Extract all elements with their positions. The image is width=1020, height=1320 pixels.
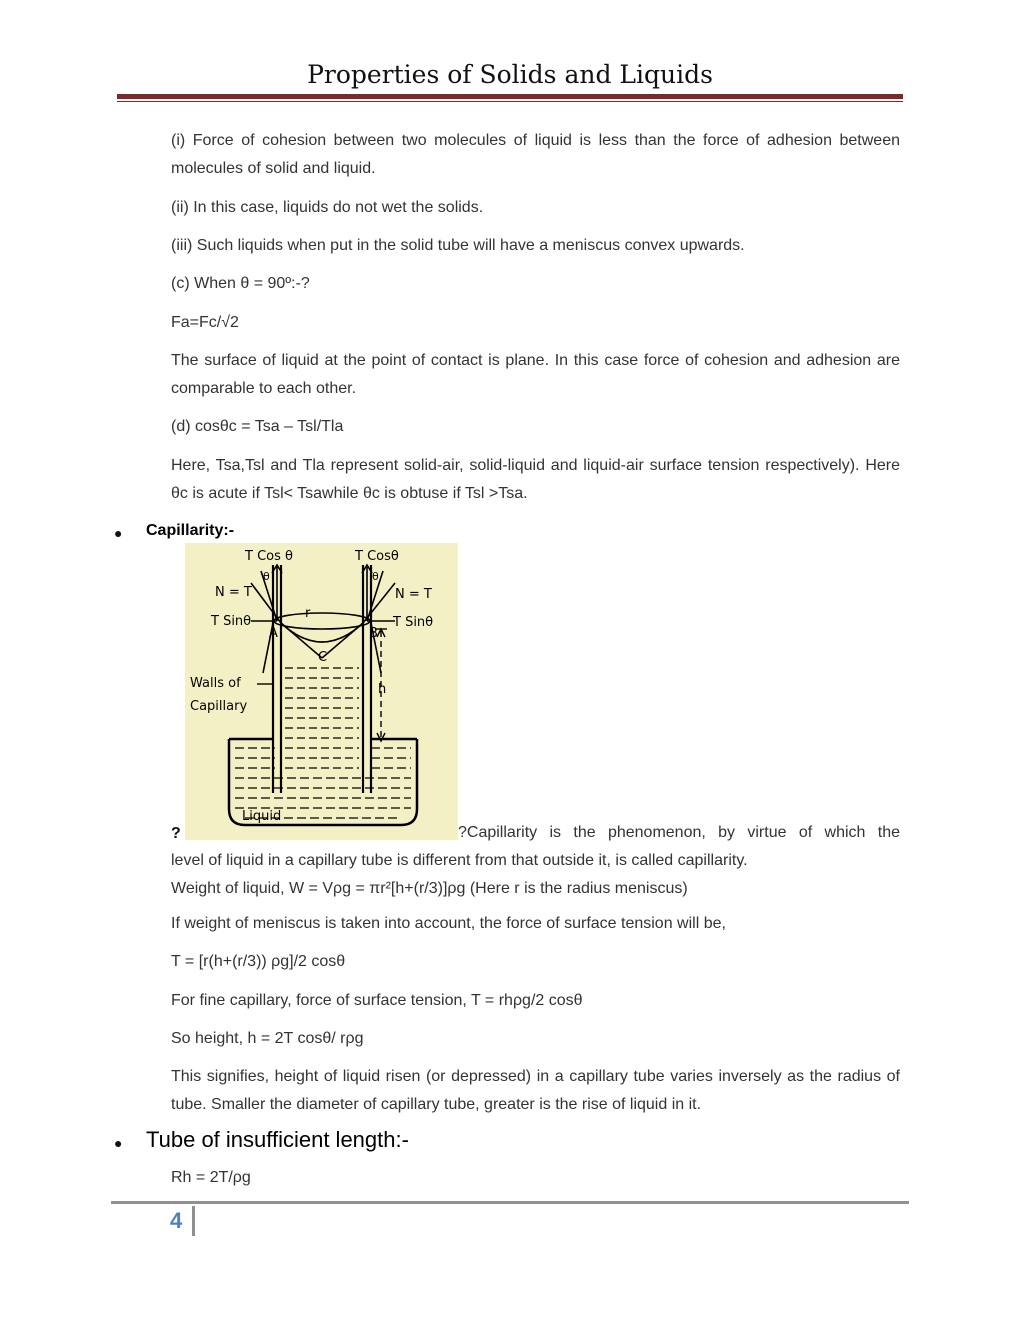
case-b-item-ii: (ii) In this case, liquids do not wet the solids.	[171, 199, 484, 216]
label-n-left: N = T	[215, 585, 252, 600]
capillary-diagram-svg	[185, 543, 458, 840]
meniscus-text: If weight of meniscus is taken into account, the force of surface tension will be,	[171, 915, 726, 932]
capillary-liquid	[285, 668, 359, 768]
fine-capillary: For fine capillary, force of surface tension, T = rhρg/2 cosθ	[171, 992, 583, 1009]
header-rule	[117, 94, 903, 99]
label-tsin-right: T Sinθ	[393, 615, 434, 630]
bullet-icon: ●	[114, 1135, 123, 1151]
case-c-heading: (c) When θ = 90º:-?	[171, 275, 310, 292]
page-number-divider	[192, 1206, 195, 1236]
label-r: r	[305, 606, 311, 621]
tube-formula: Rh = 2T/ρg	[171, 1169, 251, 1186]
case-c-text: The surface of liquid at the point of contact is plane. In this case force of cohesion and adhesion are comparable to each other.	[171, 352, 900, 397]
capillarity-conclusion: This signifies, height of liquid risen (or depressed) in a capillary tube varies inversely as the radius of tube. Smaller the diameter of capillary tube, greater is the rise of liquid in it.	[171, 1068, 900, 1113]
page-number: 4	[170, 1208, 183, 1233]
label-tcos-right: T Cosθ	[355, 549, 399, 564]
tension-formula: T = [r(h+(r/3)) ρg]/2 cosθ	[171, 953, 346, 970]
capillary-diagram	[185, 543, 458, 840]
footer-rule	[111, 1201, 909, 1204]
label-liquid: Liquid	[242, 809, 282, 824]
header-rule-thin	[117, 101, 903, 102]
case-d-formula: (d) cosθc = Tsa – Tsl/Tla	[171, 418, 344, 435]
tube-heading: Tube of insufficient length:-	[146, 1127, 409, 1152]
label-c: C	[318, 650, 328, 665]
capillarity-definition-start	[458, 819, 900, 847]
label-n-right: N = T	[395, 587, 432, 602]
label-walls-line1: Walls of	[190, 676, 241, 691]
label-tsin-left: T Sinθ	[211, 614, 252, 629]
page-header-title: Properties of Solids and Liquids	[307, 60, 713, 89]
capillarity-heading: Capillarity:-	[146, 522, 235, 539]
label-walls-line2: Capillary	[190, 699, 248, 714]
height-formula: So height, h = 2T cosθ/ rρg	[171, 1030, 364, 1047]
case-c-formula: Fa=Fc/√2	[171, 314, 239, 331]
weight-of-liquid: Weight of liquid, W = Vρg = πr²[h+(r/3)]ρg (Here r is the radius meniscus)	[171, 880, 688, 897]
case-d-here: Here, Tsa,Tsl and Tla represent solid-air, solid-liquid and liquid-air surface tension respectively). Here θc is acute if Tsl< Tsawhile θc is obtuse if Tsl >Tsa.	[171, 457, 900, 502]
label-tcos-left: T Cos θ	[245, 549, 293, 564]
capillarity-definition-line1: ?Capillarity is the phenomenon, by virtue of which the	[458, 824, 900, 841]
capillary-walls	[273, 565, 371, 793]
label-theta-left: θ	[263, 570, 270, 583]
label-b: B	[369, 626, 378, 641]
case-b-item-i: (i) Force of cohesion between two molecules of liquid is less than the force of adhesion between molecules of solid and liquid.	[171, 132, 900, 177]
case-b-item-iii: (iii) Such liquids when put in the solid tube will have a meniscus convex upwards.	[171, 237, 745, 254]
bullet-icon: ●	[114, 525, 123, 541]
label-theta-right: θ	[372, 570, 379, 583]
label-a: A	[269, 626, 278, 641]
missing-glyph-marker: ?	[171, 825, 181, 842]
capillarity-definition-line2: level of liquid in a capillary tube is different from that outside it, is called capillarity.	[171, 852, 748, 869]
label-h: h	[378, 682, 387, 697]
